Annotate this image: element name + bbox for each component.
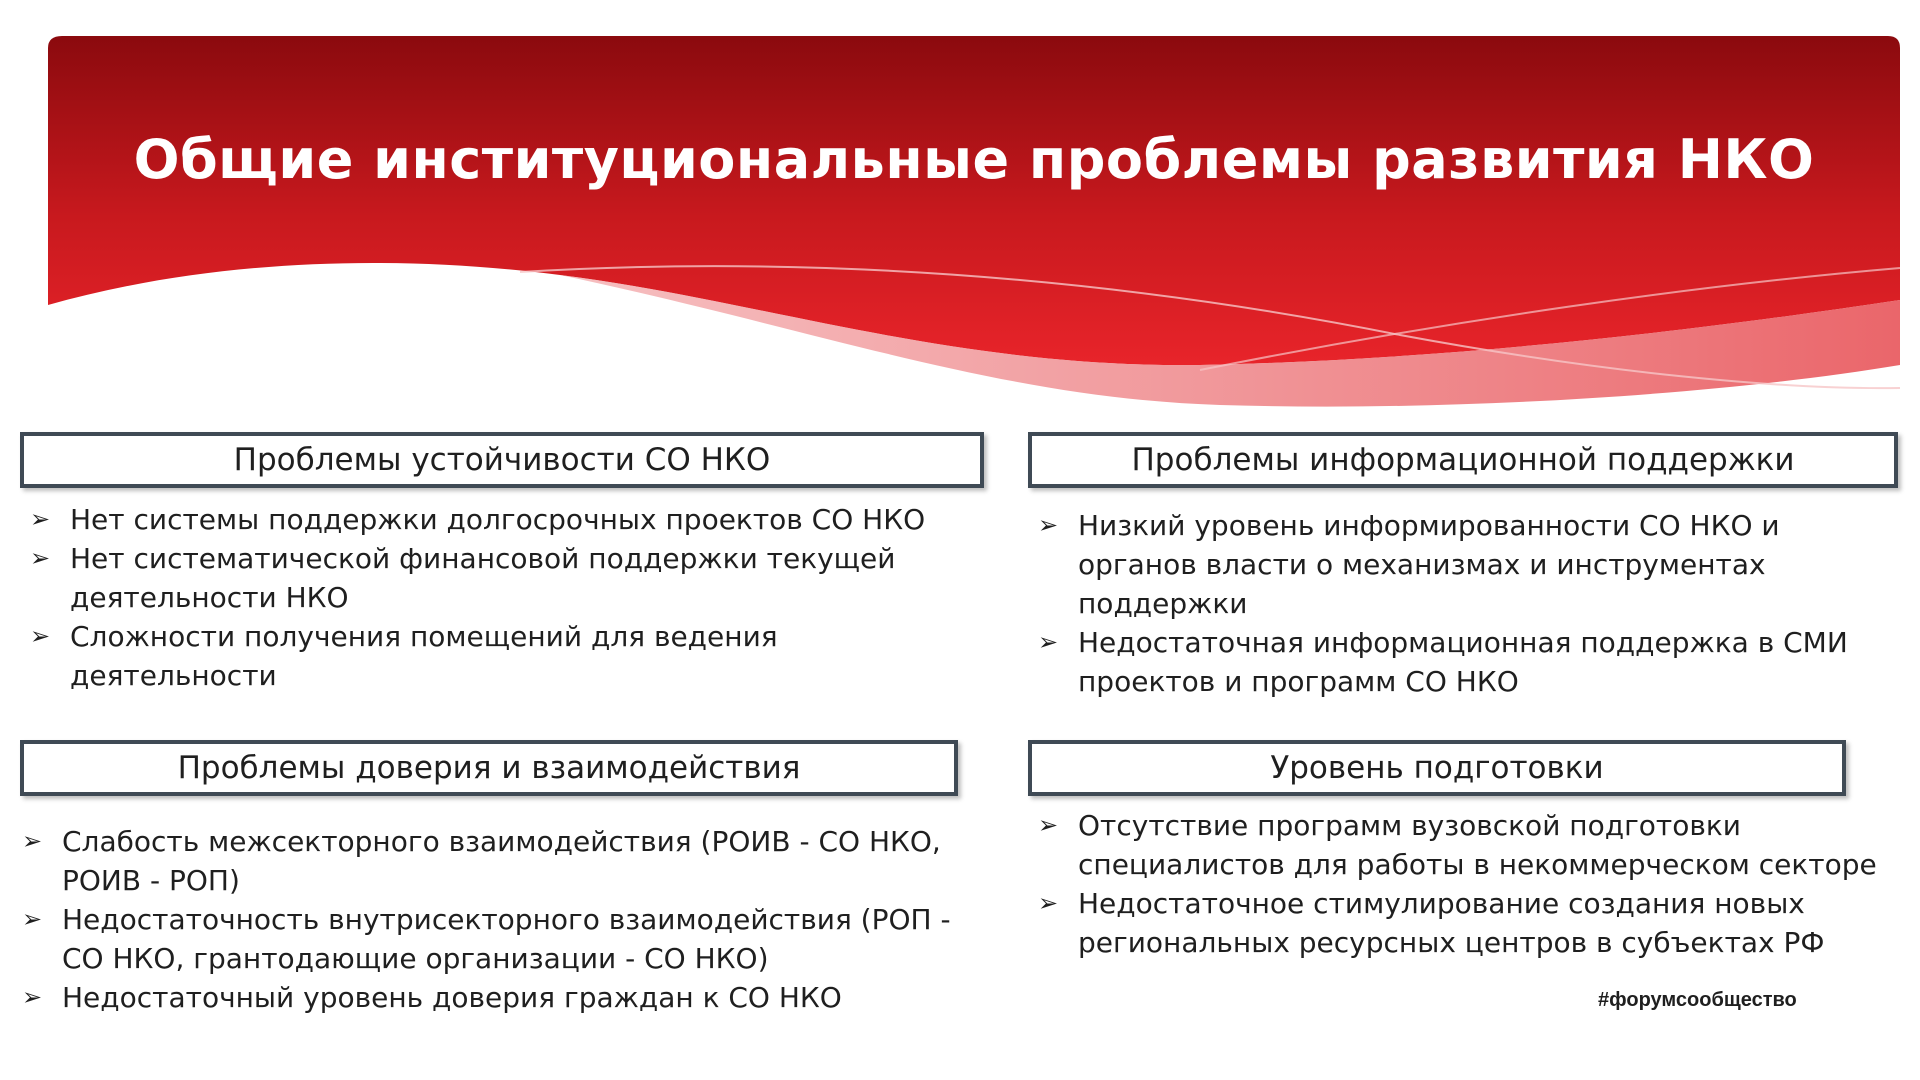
list-item-text: Нет системы поддержки долгосрочных проектов СО НКО [70, 503, 926, 536]
banner-wave-graphic [0, 0, 1920, 420]
sustainability-list [26, 500, 976, 695]
list-item-text: Недостаточная информационная поддержка в СМИ проектов и программ СО НКО [1078, 626, 1848, 698]
list-item-text: Слабость межсекторного взаимодействия (РОИВ - СО НКО, РОИВ - РОП) [62, 825, 941, 897]
section-header-training: Уровень подготовки [1028, 740, 1846, 796]
arrow-bullet-icon: ➢ [30, 505, 51, 533]
list-item [18, 978, 968, 1017]
arrow-bullet-icon: ➢ [1038, 889, 1059, 917]
list-item [26, 539, 976, 617]
list-item [1034, 506, 1896, 623]
list-item [26, 500, 976, 539]
arrow-bullet-icon: ➢ [30, 544, 51, 572]
list-item-text: Недостаточный уровень доверия граждан к СО НКО [62, 981, 842, 1014]
information-list [1034, 506, 1896, 701]
list-item-text: Сложности получения помещений для ведения деятельности [70, 620, 778, 692]
list-item-text: Отсутствие программ вузовской подготовки специалистов для работы в некоммерческом секторе [1078, 809, 1877, 881]
arrow-bullet-icon: ➢ [1038, 628, 1059, 656]
title-banner [0, 0, 1920, 420]
list-item [1034, 623, 1896, 701]
arrow-bullet-icon: ➢ [30, 622, 51, 650]
list-item [1034, 806, 1896, 884]
arrow-bullet-icon: ➢ [22, 983, 43, 1011]
list-item [1034, 884, 1896, 962]
arrow-bullet-icon: ➢ [22, 827, 43, 855]
list-item-text: Недостаточность внутрисекторного взаимодействия (РОП - СО НКО, грантодающие организации - СО НКО) [62, 903, 951, 975]
list-item-text: Низкий уровень информированности СО НКО и органов власти о механизмах и инструментах поддержки [1078, 509, 1780, 620]
trust-list [18, 822, 968, 1017]
section-header-information: Проблемы информационной поддержки [1028, 432, 1898, 488]
list-item [26, 617, 976, 695]
footer-hashtag: #форумсообщество [1598, 989, 1797, 1011]
arrow-bullet-icon: ➢ [1038, 511, 1059, 539]
training-list [1034, 806, 1896, 962]
arrow-bullet-icon: ➢ [22, 905, 43, 933]
section-header-sustainability: Проблемы устойчивости СО НКО [20, 432, 984, 488]
section-header-trust: Проблемы доверия и взаимодействия [20, 740, 958, 796]
slide-title: Общие институциональные проблемы развития НКО [133, 128, 1815, 191]
list-item [18, 900, 968, 978]
list-item-text: Нет систематической финансовой поддержки текущей деятельности НКО [70, 542, 896, 614]
list-item-text: Недостаточное стимулирование создания новых региональных ресурсных центров в субъектах РФ [1078, 887, 1825, 959]
list-item [18, 822, 968, 900]
arrow-bullet-icon: ➢ [1038, 811, 1059, 839]
